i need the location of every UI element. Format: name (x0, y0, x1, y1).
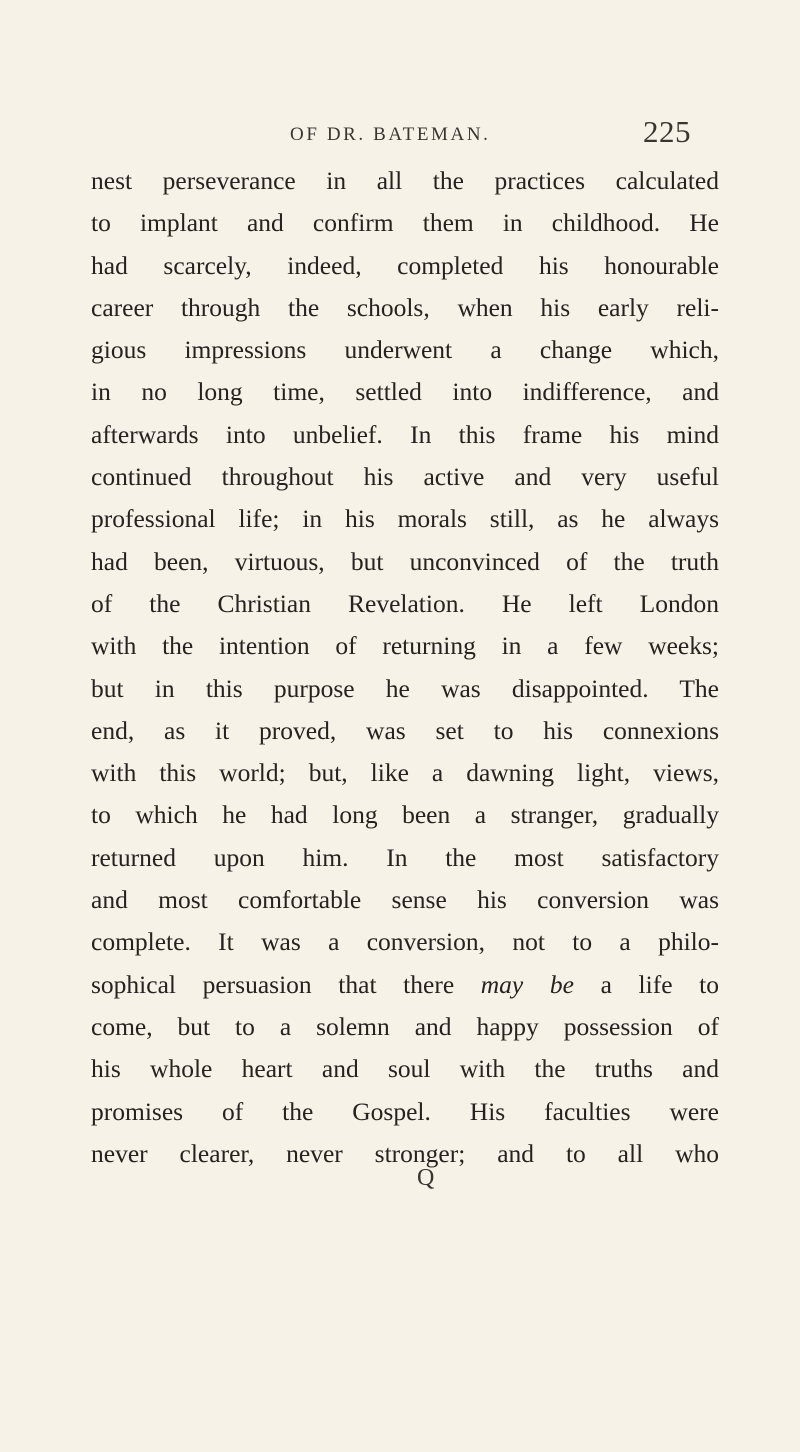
text-line: career through the schools, when his early reli- (91, 292, 719, 322)
text-line: had scarcely, indeed, completed his honourable (91, 250, 719, 280)
text-line: his whole heart and soul with the truths and (91, 1054, 719, 1084)
text-line: with this world; but, like a dawning light, views, (91, 758, 719, 788)
text-line: gious impressions underwent a change which, (91, 335, 719, 365)
running-title: OF DR. BATEMAN. (290, 124, 491, 145)
text-line: come, but to a solemn and happy possession of (91, 1011, 719, 1041)
text-line: end, as it proved, was set to his connexions (91, 715, 719, 745)
signature-mark: Q (417, 1165, 435, 1191)
text-line: afterwards into unbelief. In this frame his mind (91, 419, 719, 449)
text-line: complete. It was a conversion, not to a philo- (91, 927, 719, 957)
text-line: with the intention of returning in a few weeks; (91, 631, 719, 661)
text-line: in no long time, settled into indifference, and (91, 377, 719, 407)
text-line: to which he had long been a stranger, gradually (91, 800, 719, 830)
text-line: of the Christian Revelation. He left London (91, 588, 719, 618)
text-line: and most comfortable sense his conversion was (91, 885, 719, 915)
text-line-with-italic (91, 964, 719, 1006)
text-line: never clearer, never stronger; and to all who (91, 1138, 719, 1168)
body-text (91, 160, 719, 1175)
text-line: returned upon him. In the most satisfactory (91, 842, 719, 872)
text-line: to implant and confirm them in childhood. He (91, 208, 719, 238)
text-line: promises of the Gospel. His faculties were (91, 1096, 719, 1126)
text-line: but in this purpose he was disappointed. The (91, 673, 719, 703)
text-segment: a life to (573, 969, 719, 999)
text-line: continued throughout his active and very useful (91, 462, 719, 492)
text-line: professional life; in his morals still, as he always (91, 504, 719, 534)
text-line: had been, virtuous, but unconvinced of the truth (91, 546, 719, 576)
text-line: nest perseverance in all the practices calculated (91, 166, 719, 195)
text-segment: sophical persuasion that there (91, 969, 481, 999)
page-number: 225 (643, 114, 691, 149)
italic-emphasis: may be (480, 969, 574, 999)
